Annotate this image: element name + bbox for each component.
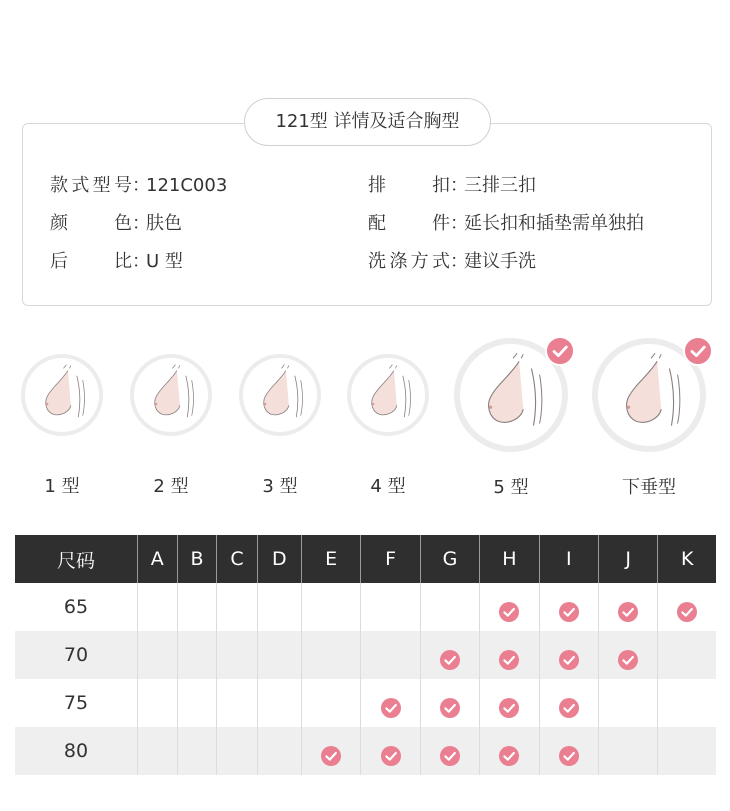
- spec-label: 配件: [368, 213, 450, 234]
- size-cell: [257, 583, 301, 631]
- breast-shape-illustration: [239, 354, 321, 436]
- size-cell: [257, 679, 301, 727]
- band-size-cell: 75: [63, 692, 89, 714]
- cup-column-header: A: [138, 535, 178, 583]
- size-table: [15, 535, 716, 775]
- spec-washing: [368, 250, 536, 274]
- spec-colon: ：: [132, 251, 150, 272]
- cup-column-header: J: [599, 535, 658, 583]
- spec-hooks: [368, 174, 536, 198]
- spec-colon: ：: [450, 175, 468, 196]
- size-cell: [539, 583, 598, 631]
- check-icon: [559, 602, 579, 622]
- size-cell: [599, 631, 658, 679]
- cup-column-header: I: [539, 535, 598, 583]
- check-icon: [545, 336, 575, 366]
- spec-colon: ：: [132, 175, 150, 196]
- size-cell: [177, 679, 217, 727]
- size-cell: [138, 727, 178, 775]
- spec-value: U 型: [146, 251, 183, 272]
- check-icon: [618, 602, 638, 622]
- spec-label: 后比: [50, 251, 132, 272]
- size-cell: [257, 631, 301, 679]
- spec-color: [50, 212, 182, 236]
- check-icon: [440, 698, 460, 718]
- spec-label: 颜色: [50, 213, 132, 234]
- band-size-cell: 80: [15, 727, 138, 775]
- breast-shape-label: 2 型: [153, 476, 189, 497]
- check-icon: [499, 602, 519, 622]
- spec-value: 三排三扣: [464, 175, 536, 196]
- breast-shape-label: 下垂型: [622, 477, 676, 498]
- size-cell: [658, 583, 716, 631]
- size-table-header: [15, 535, 716, 583]
- table-row: [15, 679, 716, 727]
- size-cell: [599, 679, 658, 727]
- cup-column-header: H: [480, 535, 539, 583]
- size-cell: [539, 631, 598, 679]
- check-icon: [440, 746, 460, 766]
- size-cell: [138, 583, 178, 631]
- size-cell: [361, 679, 420, 727]
- spec-value: 建议手洗: [464, 251, 536, 272]
- cup-column-header: K: [658, 535, 716, 583]
- product-title: 121型 详情及适合胸型: [244, 98, 491, 146]
- cup-column-header: F: [361, 535, 420, 583]
- size-cell: [420, 631, 479, 679]
- size-cell: [301, 679, 360, 727]
- band-size-cell: 65: [63, 596, 89, 618]
- check-icon: [618, 650, 638, 670]
- check-icon: [677, 602, 697, 622]
- check-icon: [381, 746, 401, 766]
- size-cell: [217, 679, 257, 727]
- breast-shape-label: 5 型: [493, 477, 529, 498]
- size-cell: [177, 583, 217, 631]
- spec-back: [50, 250, 183, 274]
- cup-column-header: D: [257, 535, 301, 583]
- size-cell: [257, 727, 301, 775]
- band-size-cell: 70: [15, 631, 138, 679]
- spec-value: 肤色: [146, 213, 182, 234]
- table-row: [15, 583, 716, 631]
- size-cell: [301, 631, 360, 679]
- size-cell: [217, 583, 257, 631]
- breast-shape-illustration: [347, 354, 429, 436]
- spec-label: 洗涤方式: [368, 251, 450, 272]
- size-cell: [138, 631, 178, 679]
- size-cell: [480, 631, 539, 679]
- check-icon: [499, 746, 519, 766]
- size-cell: [217, 727, 257, 775]
- size-column-header: 尺码: [15, 535, 138, 583]
- spec-value: 121C003: [146, 175, 228, 196]
- size-cell: [539, 679, 598, 727]
- check-icon: [381, 698, 401, 718]
- breast-shape-label: 1 型: [44, 476, 80, 497]
- size-cell: [658, 631, 716, 679]
- spec-colon: ：: [450, 251, 468, 272]
- size-cell: [177, 631, 217, 679]
- spec-colon: ：: [132, 213, 150, 234]
- size-cell: [599, 727, 658, 775]
- size-cell: [420, 679, 479, 727]
- spec-accessories: [368, 212, 644, 236]
- size-cell: [177, 727, 217, 775]
- size-cell: [301, 727, 360, 775]
- size-cell: [658, 679, 716, 727]
- spec-label: 款式型号: [50, 175, 132, 196]
- cup-column-header: B: [177, 535, 217, 583]
- check-icon: [321, 746, 341, 766]
- spec-value: 延长扣和插垫需单独拍: [464, 213, 644, 234]
- breast-shape-label: 3 型: [262, 476, 298, 497]
- check-icon: [559, 650, 579, 670]
- size-cell: [599, 583, 658, 631]
- size-cell: [420, 583, 479, 631]
- size-cell: [539, 727, 598, 775]
- breast-shape-label: 4 型: [370, 476, 406, 497]
- check-icon: [683, 336, 713, 366]
- size-cell: [217, 631, 257, 679]
- table-row: [15, 631, 716, 679]
- cup-column-header: C: [217, 535, 257, 583]
- size-cell: [480, 727, 539, 775]
- breast-shape-illustration: [130, 354, 212, 436]
- cup-column-header: E: [301, 535, 360, 583]
- size-cell: [480, 583, 539, 631]
- size-cell: [361, 583, 420, 631]
- check-icon: [499, 698, 519, 718]
- size-cell: [480, 679, 539, 727]
- check-icon: [440, 650, 460, 670]
- size-cell: [138, 679, 178, 727]
- cup-column-header: G: [420, 535, 479, 583]
- table-row: [15, 727, 716, 775]
- spec-colon: ：: [450, 213, 468, 234]
- size-cell: [361, 631, 420, 679]
- spec-model: [50, 174, 227, 198]
- size-cell: [361, 727, 420, 775]
- size-cell: [658, 727, 716, 775]
- check-icon: [559, 746, 579, 766]
- size-cell: [301, 583, 360, 631]
- size-cell: [420, 727, 479, 775]
- breast-shape-illustration: [21, 354, 103, 436]
- check-icon: [499, 650, 519, 670]
- check-icon: [559, 698, 579, 718]
- spec-label: 排扣: [368, 175, 450, 196]
